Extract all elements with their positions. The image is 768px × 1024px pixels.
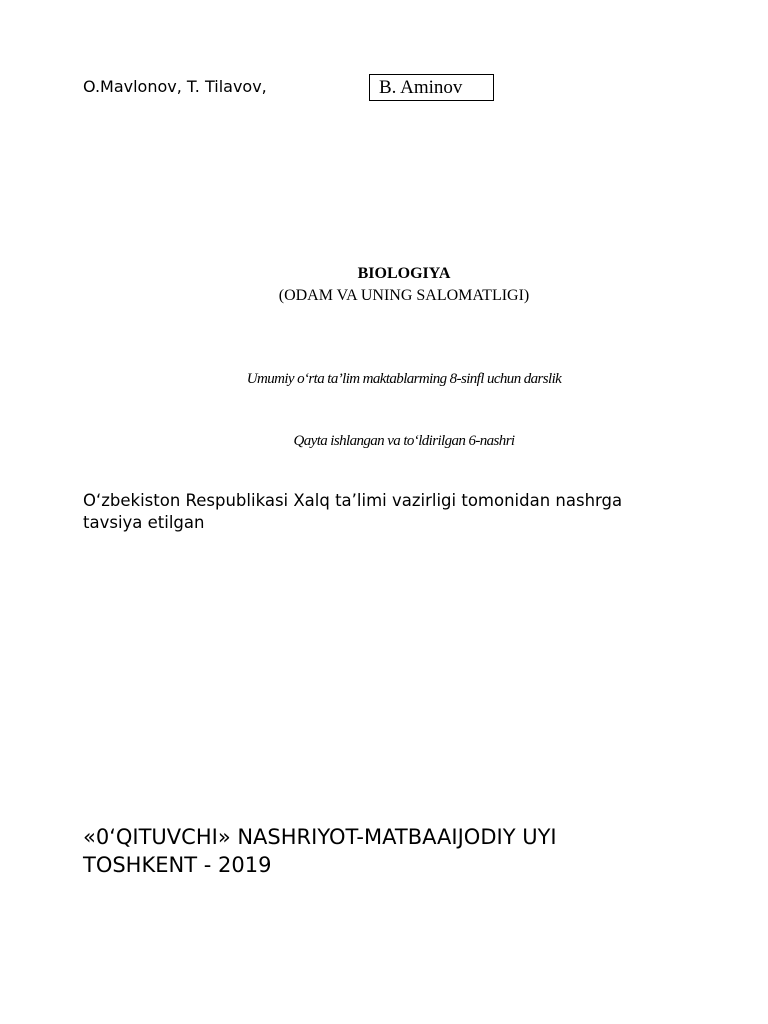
boxed-author: B. Aminov: [369, 74, 494, 101]
publisher-name: «0‘QITUVCHI» NASHRIYOT-MATBAAIJODIY UYI: [83, 825, 557, 849]
book-title: BIOLOGIYA: [357, 265, 451, 282]
book-subtitle: (ODAM VA UNING SALOMATLIGI): [278, 287, 530, 304]
book-purpose: Umumiy o‘rta ta’lim maktablarming 8-sinfl uchun darslik: [246, 371, 562, 387]
publisher-block: [83, 823, 723, 879]
recommendation-note: O‘zbekiston Respublikasi Xalq ta’limi vazirligi tomonidan nashrga tavsiya etilgan: [83, 491, 623, 532]
publisher-city-year: TOSHKENT - 2019: [83, 853, 272, 877]
edition-note: Qayta ishlangan va to‘ldirilgan 6-nashri: [293, 433, 515, 449]
authors-line: O.Mavlonov, T. Tilavov,: [83, 77, 267, 96]
